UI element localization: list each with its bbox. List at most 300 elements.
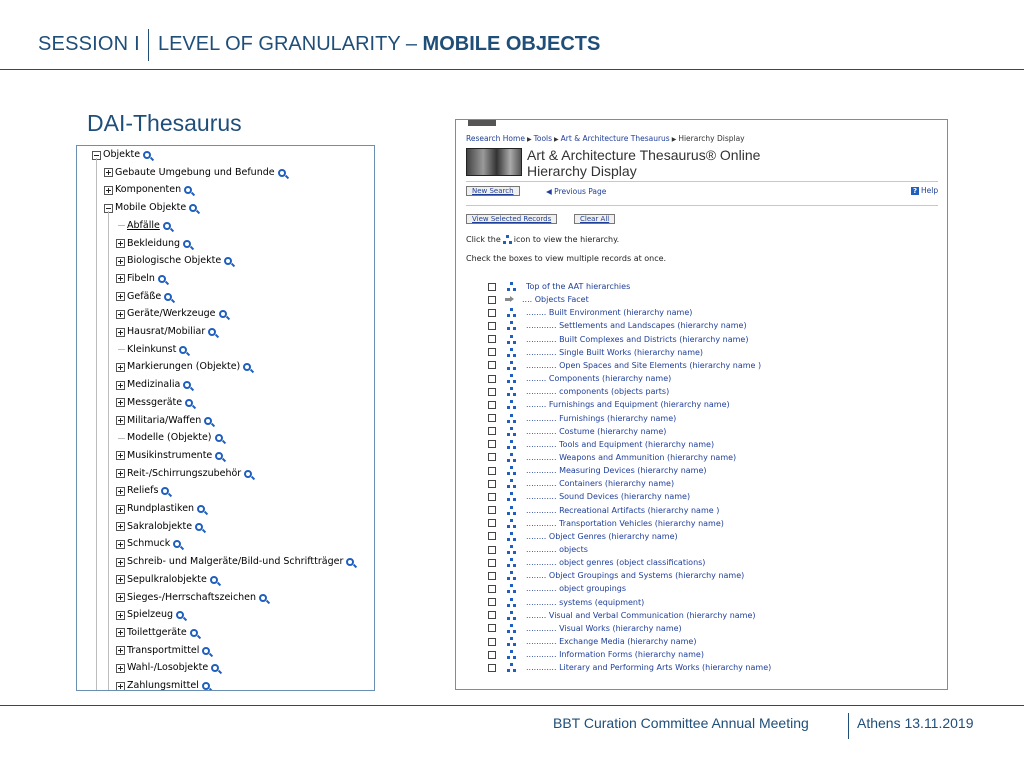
new-search-button[interactable]: New Search — [466, 186, 520, 196]
tree-guide-line — [96, 158, 97, 690]
help-icon: ? — [912, 186, 918, 195]
tree-node-label: Sakralobjekte — [127, 520, 193, 532]
hierarchy-link[interactable] — [526, 532, 678, 541]
magnifier-icon[interactable] — [243, 363, 251, 371]
hierarchy-label: Built Environment (hierarchy name) — [548, 308, 693, 318]
hierarchy-icon[interactable] — [507, 637, 516, 646]
hierarchy-label: Furnishings and Equipment (hierarchy name) — [548, 400, 730, 410]
record-checkbox[interactable] — [488, 322, 496, 330]
hierarchy-icon[interactable] — [507, 584, 516, 593]
magnifier-icon[interactable] — [346, 558, 354, 566]
hierarchy-icon[interactable] — [507, 650, 516, 659]
magnifier-icon[interactable] — [161, 487, 169, 495]
expand-plus-icon[interactable] — [116, 593, 125, 602]
tree-node-label: Objekte — [103, 149, 141, 160]
hierarchy-row — [488, 464, 707, 477]
record-checkbox[interactable] — [488, 532, 496, 540]
hierarchy-icon[interactable] — [507, 400, 516, 409]
divider — [466, 205, 938, 206]
hierarchy-icon — [503, 235, 512, 244]
hierarchy-label: Top of the AAT hierarchies — [526, 282, 631, 291]
record-checkbox[interactable] — [488, 335, 496, 343]
tree-node[interactable] — [116, 573, 218, 587]
tree-node[interactable] — [116, 414, 212, 428]
magnifier-icon[interactable] — [259, 594, 267, 602]
magnifier-icon[interactable] — [219, 310, 227, 318]
indent-dots: ............ — [526, 413, 560, 423]
hierarchy-label: object genres (object classifications) — [559, 558, 706, 568]
record-checkbox[interactable] — [488, 283, 496, 291]
tree-node[interactable] — [116, 537, 181, 551]
tree-node[interactable] — [116, 467, 252, 481]
magnifier-icon[interactable] — [278, 169, 286, 177]
record-checkbox[interactable] — [488, 664, 496, 672]
hierarchy-row — [488, 306, 692, 319]
expand-plus-icon[interactable] — [116, 522, 125, 531]
magnifier-icon[interactable] — [215, 434, 223, 442]
hierarchy-row — [488, 398, 730, 411]
record-checkbox[interactable] — [488, 453, 496, 461]
hierarchy-link[interactable] — [526, 321, 747, 330]
hierarchy-row — [488, 412, 676, 425]
hierarchy-row — [488, 622, 682, 635]
tree-node[interactable] — [92, 148, 151, 162]
hierarchy-link[interactable] — [526, 492, 690, 501]
tree-node[interactable] — [116, 484, 169, 498]
tree-node-label: Modelle (Objekte) — [127, 432, 212, 444]
tree-node[interactable] — [116, 272, 166, 286]
tree-node[interactable] — [104, 183, 192, 197]
hierarchy-link[interactable] — [526, 414, 676, 423]
tree-node[interactable] — [116, 307, 227, 321]
magnifier-icon[interactable] — [173, 540, 181, 548]
magnifier-icon[interactable] — [208, 328, 216, 336]
hierarchy-label: objects — [559, 545, 588, 554]
hierarchy-link[interactable] — [526, 624, 682, 633]
tree-node-label: Toilettgeräte — [127, 626, 187, 638]
tree-node-label: Wahl-/Losobjekte — [127, 662, 209, 674]
indent-dots: ............ — [526, 558, 560, 568]
record-checkbox[interactable] — [488, 598, 496, 606]
breadcrumb-arrow-icon: ▶ — [671, 136, 677, 143]
tree-node-label: Reit-/Schirrungszubehör — [127, 467, 242, 479]
magnifier-icon[interactable] — [184, 186, 192, 194]
record-checkbox[interactable] — [488, 361, 496, 369]
hierarchy-link[interactable] — [526, 427, 666, 436]
previous-page-link[interactable] — [546, 187, 606, 196]
tree-node-label: Sieges-/Herrschaftszeichen — [127, 591, 257, 603]
record-checkbox[interactable] — [488, 572, 496, 580]
tree-node[interactable] — [116, 396, 193, 410]
previous-arrow-icon: ◀ — [546, 187, 552, 196]
hierarchy-link[interactable] — [526, 308, 692, 317]
hierarchy-label: Components (hierarchy name) — [548, 374, 672, 384]
indent-dots: ............ — [526, 623, 560, 633]
hierarchy-label: Sound Devices (hierarchy name) — [559, 492, 691, 502]
expand-plus-icon[interactable] — [116, 664, 125, 673]
tree-node-label: Mobile Objekte — [115, 202, 187, 214]
hierarchy-label: Visual and Verbal Communication (hierarchy name) — [548, 610, 756, 620]
hierarchy-link[interactable] — [526, 571, 744, 580]
tree-node-label: Biologische Objekte — [127, 255, 222, 267]
record-checkbox[interactable] — [488, 493, 496, 501]
hierarchy-label: Visual Works (hierarchy name) — [559, 623, 682, 633]
breadcrumb-tools[interactable]: Tools — [533, 134, 553, 143]
hierarchy-link[interactable] — [526, 387, 669, 396]
footer-meeting: BBT Curation Committee Annual Meeting — [553, 715, 809, 731]
magnifier-icon[interactable] — [183, 381, 191, 389]
tree-node-label: Medizinalia — [127, 379, 181, 391]
header-rule — [0, 69, 1024, 70]
hierarchy-icon[interactable] — [507, 427, 516, 436]
hierarchy-row — [488, 319, 747, 332]
indent-dots: ............ — [526, 479, 560, 489]
record-checkbox[interactable] — [488, 546, 496, 554]
magnifier-icon[interactable] — [190, 629, 198, 637]
tree-node[interactable] — [116, 449, 223, 463]
hierarchy-row — [488, 556, 705, 569]
magnifier-icon[interactable] — [244, 470, 252, 478]
record-checkbox[interactable] — [488, 559, 496, 567]
expand-plus-icon[interactable] — [116, 628, 125, 637]
hierarchy-link[interactable] — [526, 466, 707, 475]
expand-plus-icon[interactable] — [116, 257, 125, 266]
tree-node-label: Hausrat/Mobiliar — [127, 326, 206, 337]
hierarchy-icon[interactable] — [507, 453, 516, 462]
expand-plus-icon[interactable] — [116, 398, 125, 407]
hierarchy-link[interactable] — [526, 519, 724, 528]
tree-node-label: Abfälle — [127, 219, 160, 231]
expand-plus-icon[interactable] — [116, 416, 125, 425]
tree-node-label: Markierungen (Objekte) — [127, 361, 241, 373]
hierarchy-row — [488, 280, 630, 293]
record-checkbox[interactable] — [488, 309, 496, 317]
magnifier-icon[interactable] — [143, 151, 151, 159]
tree-node[interactable] — [116, 644, 210, 658]
record-checkbox[interactable] — [488, 638, 496, 646]
hierarchy-link[interactable] — [526, 663, 771, 672]
hierarchy-label: Tools and Equipment (hierarchy name) — [559, 439, 715, 449]
indent-dots: ............ — [526, 426, 560, 436]
expand-plus-icon[interactable] — [116, 469, 125, 478]
record-checkbox[interactable] — [488, 467, 496, 475]
hierarchy-icon[interactable] — [507, 348, 516, 357]
record-checkbox[interactable] — [488, 440, 496, 448]
hierarchy-label: Recreational Artifacts (hierarchy name ) — [559, 505, 720, 515]
record-checkbox[interactable] — [488, 401, 496, 409]
tree-node-label: Transportmittel — [127, 644, 200, 656]
previous-page-label: Previous Page — [554, 187, 607, 196]
tree-guide-line — [108, 211, 109, 690]
breadcrumb-arrow-icon: ▶ — [526, 136, 532, 143]
tree-node[interactable] — [116, 502, 205, 516]
hierarchy-link[interactable] — [526, 598, 644, 607]
magnifier-icon[interactable] — [215, 452, 223, 460]
record-checkbox[interactable] — [488, 506, 496, 514]
hierarchy-row — [488, 648, 704, 661]
hierarchy-icon[interactable] — [507, 466, 516, 475]
magnifier-icon[interactable] — [224, 257, 232, 265]
indent-dots: ............ — [526, 505, 560, 515]
hierarchy-row — [488, 359, 761, 372]
tree-node[interactable] — [116, 325, 216, 339]
hierarchy-link[interactable] — [526, 282, 630, 291]
expand-plus-icon[interactable] — [116, 274, 125, 283]
hierarchy-icon[interactable] — [507, 558, 516, 567]
hierarchy-link[interactable] — [526, 558, 705, 567]
magnifier-icon[interactable] — [197, 505, 205, 513]
tree-node[interactable] — [116, 360, 251, 374]
hierarchy-row — [488, 609, 756, 622]
tree-node-label: Rundplastiken — [127, 503, 195, 514]
hierarchy-link[interactable] — [526, 400, 730, 409]
hierarchy-label: systems (equipment) — [559, 597, 645, 607]
breadcrumb-arrow-icon: ▶ — [554, 136, 559, 143]
hierarchy-icon[interactable] — [507, 335, 516, 344]
expand-plus-icon[interactable] — [116, 575, 125, 584]
magnifier-icon[interactable] — [183, 240, 191, 248]
tree-node[interactable] — [104, 166, 286, 180]
tree-node[interactable] — [116, 254, 232, 268]
view-selected-records-button[interactable]: View Selected Records — [466, 214, 557, 224]
hierarchy-row — [488, 569, 744, 582]
magnifier-icon[interactable] — [185, 399, 193, 407]
magnifier-icon[interactable] — [195, 523, 203, 531]
indent-dots: ............ — [526, 439, 560, 449]
aat-title-line2: Hierarchy Display — [527, 163, 637, 179]
tree-node-label: Militaria/Waffen — [127, 414, 202, 426]
clear-all-button[interactable]: Clear All — [574, 214, 615, 224]
hierarchy-link[interactable] — [526, 453, 736, 462]
tree-node-label: Kleinkunst — [127, 343, 177, 355]
indent-dots: ........ — [526, 571, 549, 581]
hierarchy-icon[interactable] — [507, 506, 516, 515]
record-checkbox[interactable] — [488, 414, 496, 422]
tree-node-label: Zahlungsmittel — [127, 680, 199, 691]
breadcrumb — [466, 134, 745, 143]
hierarchy-link[interactable] — [526, 584, 626, 593]
hierarchy-icon[interactable] — [507, 492, 516, 501]
tree-connector — [118, 225, 125, 226]
magnifier-icon[interactable] — [176, 611, 184, 619]
tree-node-label: Bekleidung — [127, 237, 181, 249]
instruction-part1: Click the — [466, 235, 501, 244]
hierarchy-link[interactable] — [526, 545, 588, 554]
magnifier-icon[interactable] — [189, 204, 197, 212]
indent-dots: ............ — [526, 597, 560, 607]
expand-plus-icon[interactable] — [116, 682, 125, 691]
record-checkbox[interactable] — [488, 480, 496, 488]
tree-node-label: Sepulkralobjekte — [127, 573, 207, 585]
arrow-right-icon[interactable] — [505, 295, 514, 304]
breadcrumb-research-home[interactable]: Research Home — [466, 134, 525, 143]
instruction-hierarchy — [466, 235, 619, 244]
hierarchy-label: Information Forms (hierarchy name) — [559, 650, 704, 660]
hierarchy-row — [488, 293, 589, 306]
help-label: Help — [921, 186, 939, 195]
indent-dots: ............ — [526, 334, 560, 344]
expand-plus-icon[interactable] — [116, 505, 125, 514]
tree-node[interactable] — [116, 343, 187, 357]
indent-dots: ............ — [526, 466, 560, 476]
tree-node[interactable] — [116, 555, 354, 569]
tree-node-label: Fibeln — [127, 272, 155, 284]
indent-dots: ........ — [526, 610, 549, 620]
record-checkbox[interactable] — [488, 585, 496, 593]
hierarchy-row — [488, 385, 669, 398]
hierarchy-link[interactable] — [526, 506, 719, 515]
tree-node[interactable] — [116, 378, 191, 392]
record-checkbox[interactable] — [488, 624, 496, 632]
hierarchy-row — [488, 451, 736, 464]
hierarchy-link[interactable] — [526, 374, 671, 383]
hierarchy-link[interactable] — [526, 611, 756, 620]
hierarchy-icon[interactable] — [507, 440, 516, 449]
hierarchy-label: Built Complexes and Districts (hierarchy name) — [559, 334, 749, 344]
hierarchy-icon[interactable] — [507, 308, 516, 317]
magnifier-icon[interactable] — [163, 222, 171, 230]
getty-topbar — [468, 120, 496, 126]
instruction-checkboxes: Check the boxes to view multiple records at once. — [466, 254, 667, 263]
expand-plus-icon[interactable] — [116, 487, 125, 496]
hierarchy-row — [488, 504, 719, 517]
record-checkbox[interactable] — [488, 519, 496, 527]
magnifier-icon[interactable] — [202, 682, 210, 690]
hierarchy-row — [488, 582, 626, 595]
tree-node-label: Gefäße — [127, 290, 162, 302]
expand-plus-icon[interactable] — [116, 646, 125, 655]
hierarchy-row — [488, 530, 678, 543]
indent-dots: ........ — [526, 308, 549, 318]
aat-logo-image — [466, 148, 522, 176]
hierarchy-icon[interactable] — [507, 321, 516, 330]
tree-node-label: Spielzeug — [127, 609, 174, 621]
hierarchy-icon[interactable] — [507, 598, 516, 607]
breadcrumb-aat[interactable]: Art & Architecture Thesaurus — [560, 134, 670, 143]
hierarchy-row — [488, 517, 724, 530]
hierarchy-label: Literary and Performing Arts Works (hierarchy name) — [559, 663, 772, 673]
record-checkbox[interactable] — [488, 296, 496, 304]
record-checkbox[interactable] — [488, 651, 496, 659]
footer-rule — [0, 705, 1024, 706]
expand-plus-icon[interactable] — [104, 186, 113, 195]
tree-node[interactable] — [116, 626, 198, 640]
tree-connector — [118, 349, 125, 350]
footer-separator — [848, 713, 849, 739]
hierarchy-icon[interactable] — [507, 414, 516, 423]
hierarchy-row — [488, 490, 690, 503]
tree-node[interactable] — [104, 201, 197, 215]
expand-plus-icon[interactable] — [116, 310, 125, 319]
hierarchy-link[interactable] — [526, 361, 761, 370]
tree-node[interactable] — [116, 591, 267, 605]
record-checkbox[interactable] — [488, 427, 496, 435]
header-separator — [148, 29, 149, 61]
tree-node[interactable] — [116, 679, 210, 691]
aat-title-line1: Art & Architecture Thesaurus® Online — [527, 147, 761, 163]
expand-plus-icon[interactable] — [116, 328, 125, 337]
hierarchy-icon[interactable] — [507, 611, 516, 620]
tree-node-label: Schreib- und Malgeräte/Bild-und Schriftträger — [127, 556, 344, 568]
slide-title-bold: MOBILE OBJECTS — [422, 33, 601, 55]
magnifier-icon[interactable] — [202, 647, 210, 655]
tree-node[interactable] — [116, 219, 171, 233]
indent-dots: ........ — [526, 400, 549, 410]
record-checkbox[interactable] — [488, 388, 496, 396]
hierarchy-link[interactable] — [522, 295, 589, 304]
help-link[interactable] — [911, 186, 938, 195]
expand-plus-icon[interactable] — [116, 381, 125, 390]
tree-node-label: Musikinstrumente — [127, 449, 213, 461]
slide-title-prefix: LEVEL OF GRANULARITY – — [158, 33, 423, 55]
hierarchy-row — [488, 596, 644, 609]
hierarchy-label: Transportation Vehicles (hierarchy name) — [559, 518, 724, 528]
expand-plus-icon[interactable] — [116, 558, 125, 567]
expand-plus-icon[interactable] — [104, 168, 113, 177]
hierarchy-link[interactable] — [526, 440, 714, 449]
hierarchy-icon[interactable] — [507, 387, 516, 396]
hierarchy-link[interactable] — [526, 479, 674, 488]
hierarchy-icon[interactable] — [507, 545, 516, 554]
hierarchy-row — [488, 438, 714, 451]
expand-plus-icon[interactable] — [116, 451, 125, 460]
expand-plus-icon[interactable] — [116, 540, 125, 549]
record-checkbox[interactable] — [488, 375, 496, 383]
indent-dots: ........ — [526, 531, 549, 541]
expand-plus-icon[interactable] — [116, 292, 125, 301]
tree-node[interactable] — [116, 661, 219, 675]
expand-plus-icon[interactable] — [116, 363, 125, 372]
magnifier-icon[interactable] — [210, 576, 218, 584]
hierarchy-icon[interactable] — [507, 519, 516, 528]
hierarchy-icon[interactable] — [507, 571, 516, 580]
tree-node[interactable] — [116, 431, 223, 445]
indent-dots: ............ — [526, 584, 560, 594]
expand-plus-icon[interactable] — [116, 239, 125, 248]
tree-node[interactable] — [116, 520, 203, 534]
indent-dots: ............ — [526, 452, 560, 462]
magnifier-icon[interactable] — [179, 346, 187, 354]
magnifier-icon[interactable] — [158, 275, 166, 283]
magnifier-icon[interactable] — [164, 293, 172, 301]
tree-connector — [118, 438, 125, 439]
tree-node[interactable] — [116, 290, 172, 304]
tree-node[interactable] — [116, 237, 191, 251]
record-checkbox[interactable] — [488, 611, 496, 619]
hierarchy-link[interactable] — [526, 637, 696, 646]
hierarchy-icon[interactable] — [507, 361, 516, 370]
hierarchy-icon[interactable] — [507, 479, 516, 488]
record-checkbox[interactable] — [488, 348, 496, 356]
indent-dots: ............ — [526, 663, 560, 673]
hierarchy-row — [488, 661, 771, 674]
hierarchy-link[interactable] — [526, 650, 704, 659]
hierarchy-link[interactable] — [526, 335, 748, 344]
hierarchy-icon[interactable] — [507, 282, 516, 291]
hierarchy-icon[interactable] — [507, 663, 516, 672]
magnifier-icon[interactable] — [204, 417, 212, 425]
hierarchy-link[interactable] — [526, 348, 703, 357]
tree-node[interactable] — [116, 608, 184, 622]
hierarchy-label: Containers (hierarchy name) — [559, 479, 675, 489]
hierarchy-icon[interactable] — [507, 374, 516, 383]
hierarchy-label: Costume (hierarchy name) — [559, 426, 667, 436]
expand-plus-icon[interactable] — [116, 611, 125, 620]
hierarchy-icon[interactable] — [507, 532, 516, 541]
magnifier-icon[interactable] — [211, 664, 219, 672]
hierarchy-icon[interactable] — [507, 624, 516, 633]
instruction-part2: icon to view the hierarchy. — [513, 235, 620, 244]
